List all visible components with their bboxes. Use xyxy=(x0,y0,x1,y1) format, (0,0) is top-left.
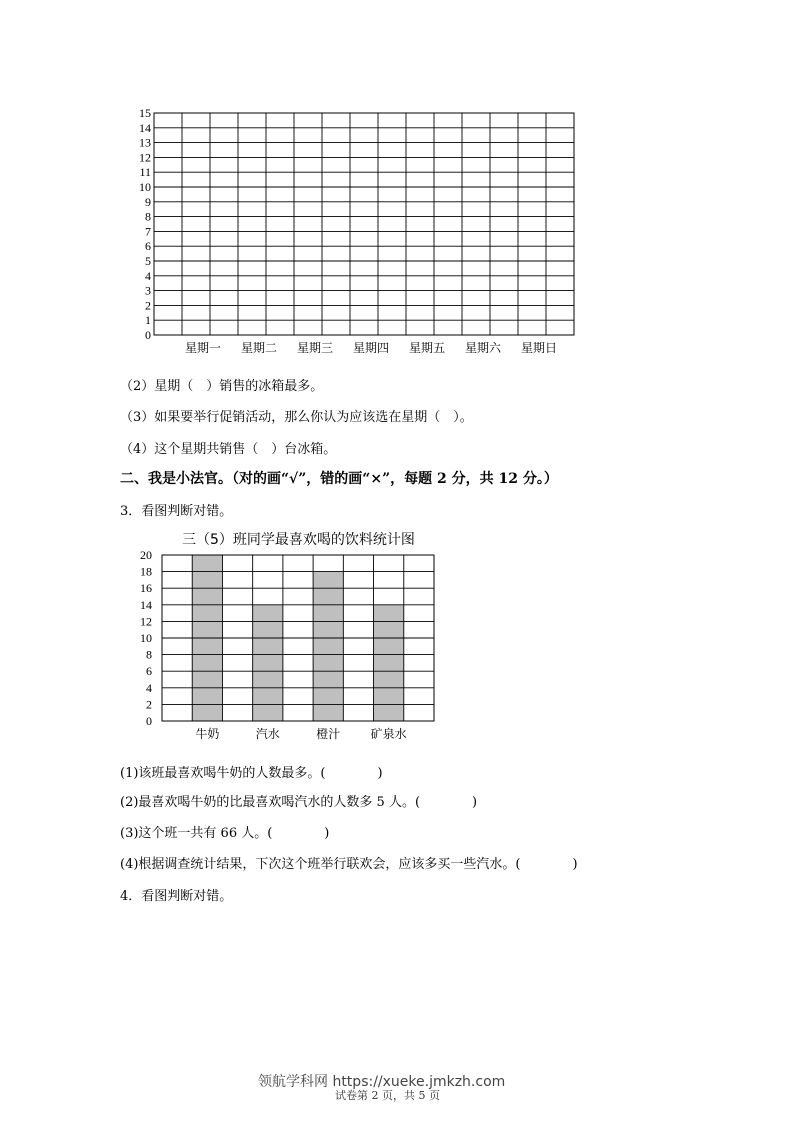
x-tick-label: 牛奶 xyxy=(195,727,220,741)
x-tick-label: 星期一 xyxy=(184,341,222,355)
x-tick-label: 星期六 xyxy=(464,341,502,355)
y-tick-label: 11 xyxy=(139,165,151,180)
q4-label: 4．看图判断对错。 xyxy=(120,889,233,904)
judgement-4: (4)根据调查统计结果，下次这个班举行联欢会，应该多买一些汽水。( ) xyxy=(120,857,578,872)
y-tick-label: 12 xyxy=(139,150,151,165)
y-tick-label: 2 xyxy=(145,298,151,313)
page-number: 试卷第 2 页，共 5 页 xyxy=(335,1089,440,1102)
grid-frame xyxy=(154,113,574,335)
y-tick-label: 4 xyxy=(146,680,152,695)
x-tick-label: 星期五 xyxy=(408,341,446,355)
y-tick-label: 4 xyxy=(145,268,151,283)
x-tick-label: 星期日 xyxy=(520,341,558,355)
q3-label: 3．看图判断对错。 xyxy=(120,504,233,519)
bar-矿泉水 xyxy=(374,605,404,721)
y-tick-label: 8 xyxy=(146,647,152,662)
sales-grid-chart xyxy=(120,100,590,360)
x-tick-label: 橙汁 xyxy=(316,727,341,741)
y-tick-label: 10 xyxy=(139,180,151,194)
drinks-bar-chart xyxy=(120,522,450,750)
y-tick-label: 16 xyxy=(140,581,152,596)
question-4: （4）这个星期共销售（ ）台冰箱。 xyxy=(120,442,337,457)
x-tick-label: 星期三 xyxy=(296,341,334,355)
x-tick-label: 汽水 xyxy=(255,727,280,741)
x-tick-label: 星期四 xyxy=(352,341,390,355)
y-tick-label: 13 xyxy=(139,135,151,150)
question-2: （2）星期（ ）销售的冰箱最多。 xyxy=(120,379,324,394)
y-tick-label: 14 xyxy=(139,120,151,135)
y-tick-label: 12 xyxy=(140,614,152,629)
y-tick-label: 7 xyxy=(145,224,151,239)
x-tick-label: 矿泉水 xyxy=(370,727,407,741)
judgement-3: (3)这个班一共有 66 人。( ) xyxy=(120,826,330,841)
judgement-1: (1)该班最喜欢喝牛奶的人数最多。( ) xyxy=(120,766,383,781)
y-tick-label: 3 xyxy=(145,283,151,298)
bar-橙汁 xyxy=(313,572,343,721)
y-tick-label: 1 xyxy=(145,313,151,328)
y-tick-label: 5 xyxy=(145,254,151,268)
y-tick-label: 18 xyxy=(140,564,152,579)
y-tick-label: 8 xyxy=(145,209,151,224)
y-tick-label: 20 xyxy=(140,548,152,562)
y-tick-label: 0 xyxy=(146,714,152,728)
judgement-2: (2)最喜欢喝牛奶的比最喜欢喝汽水的人数多 5 人。( ) xyxy=(120,795,478,810)
section-2-heading: 二、我是小法官。（对的画“√”，错的画“×”，每题 2 分，共 12 分。） xyxy=(120,471,558,487)
y-tick-label: 6 xyxy=(145,239,151,254)
y-tick-label: 9 xyxy=(145,194,151,209)
bar-汽水 xyxy=(253,605,283,721)
y-tick-label: 10 xyxy=(140,631,152,645)
footer-watermark: 领航学科网 https://xueke.jmkzh.com xyxy=(258,1074,506,1090)
y-tick-label: 15 xyxy=(139,106,151,120)
x-tick-label: 星期二 xyxy=(240,341,278,355)
y-tick-label: 6 xyxy=(146,664,152,679)
question-3: （3）如果要举行促销活动，那么你认为应该选在星期（ ）。 xyxy=(120,410,473,425)
chart-title: 三（5）班同学最喜欢喝的饮料统计图 xyxy=(182,532,415,548)
y-tick-label: 14 xyxy=(140,597,152,612)
y-tick-label: 0 xyxy=(145,328,151,342)
y-tick-label: 2 xyxy=(146,697,152,712)
